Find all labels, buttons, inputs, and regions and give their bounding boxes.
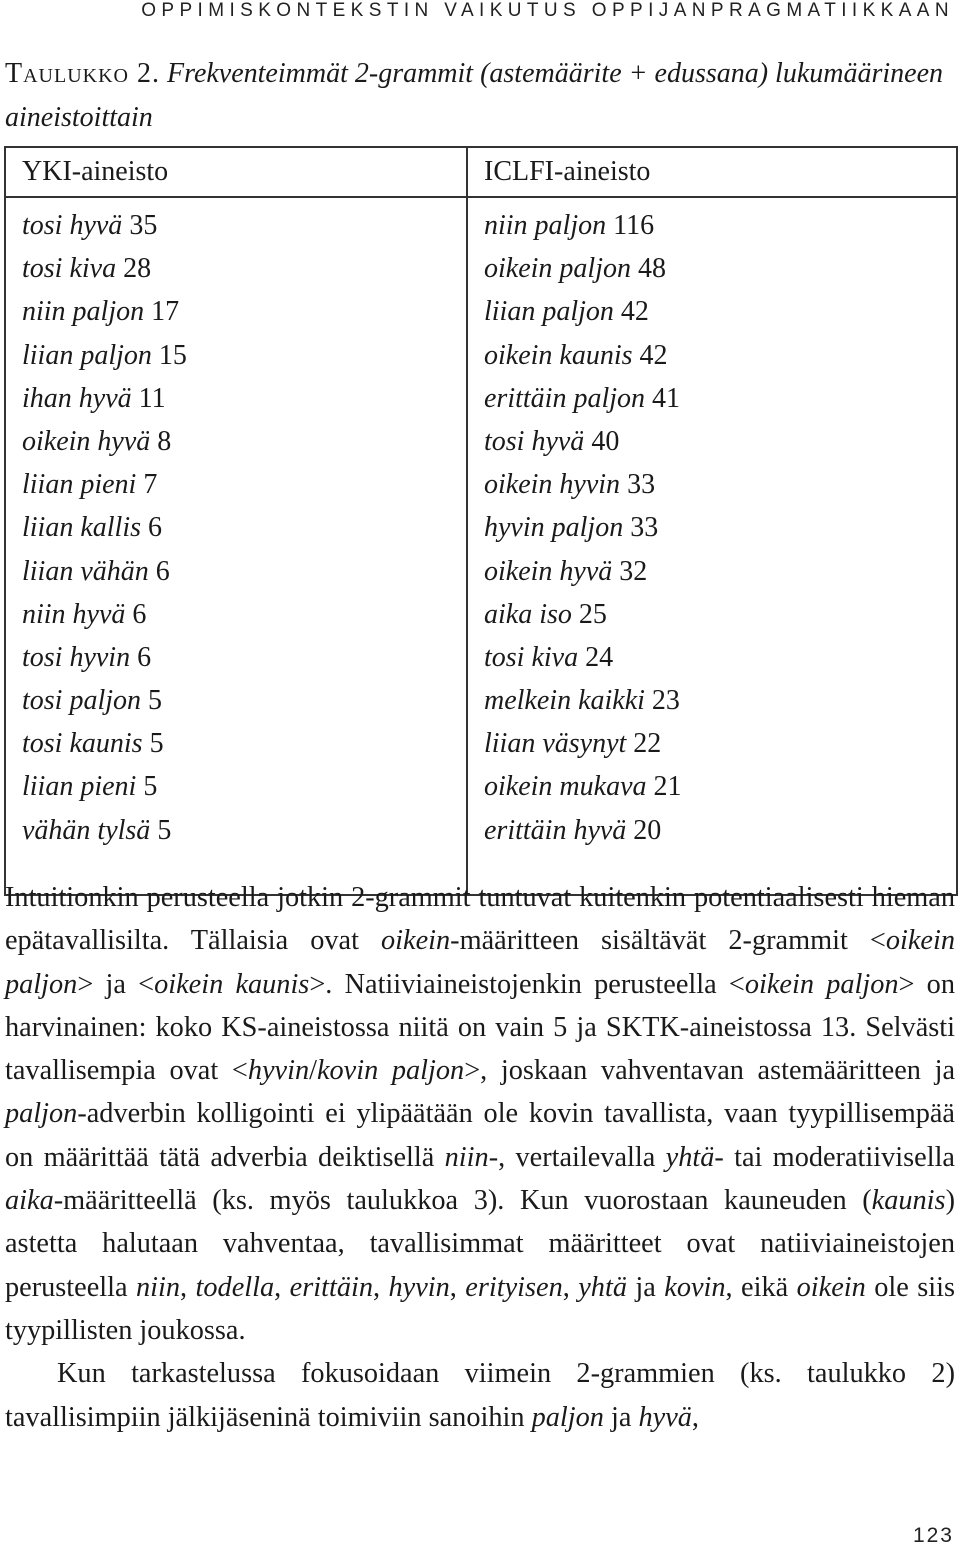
iclfi-phrase: tosi hyvä <box>484 425 585 457</box>
italic-term: niin <box>136 1271 181 1303</box>
yki-count: 6 <box>141 512 162 544</box>
yki-phrase: niin paljon <box>22 296 145 328</box>
iclfi-count: 42 <box>613 296 649 328</box>
yki-count: 6 <box>148 555 170 587</box>
text-run: > on harvinainen: koko KS-aineistossa niitä on vain 5 ja SKTK-aineistossa 13. Selvästi tavallisempia ovat < <box>5 968 955 1087</box>
yki-phrase: niin hyvä <box>22 598 126 630</box>
iclfi-phrase: liian paljon <box>484 296 614 328</box>
iclfi-count: 20 <box>626 814 662 846</box>
yki-phrase: oikein hyvä <box>22 425 151 457</box>
yki-entry <box>6 204 466 247</box>
text-run: / <box>309 1055 317 1087</box>
italic-term: erityisen <box>465 1271 563 1303</box>
iclfi-count: 41 <box>645 382 680 414</box>
iclfi-phrase: aika iso <box>484 598 572 630</box>
yki-count: 7 <box>136 469 158 501</box>
text-run: ) astetta halutaan vahventaa, tavallisimmat määritteet ovat natiiviaineistojen perusteella <box>5 1185 955 1303</box>
iclfi-count: 32 <box>612 555 648 587</box>
text-run: ole siis tyypillisten joukossa. <box>5 1271 955 1346</box>
yki-entry <box>6 334 466 377</box>
iclfi-entry <box>468 377 956 420</box>
text-run: , <box>180 1271 196 1303</box>
italic-term: hyvin <box>247 1055 310 1087</box>
yki-count: 35 <box>122 210 158 241</box>
text-run: , <box>691 1401 699 1433</box>
text-run: Intuitionkin perusteella jotkin 2-grammit tuntuvat kuitenkin potentiaalisesti hieman epätavallisilta. Tällaisia ovat <box>5 882 955 957</box>
italic-term: paljon <box>5 1098 78 1130</box>
iclfi-count: 23 <box>644 685 680 717</box>
text-run: , <box>372 1271 389 1303</box>
iclfi-entry <box>468 247 956 290</box>
iclfi-count: 21 <box>646 771 682 803</box>
yki-entry <box>6 593 466 636</box>
yki-entry <box>6 506 466 549</box>
iclfi-phrase: oikein hyvä <box>484 555 613 587</box>
iclfi-phrase: liian väsynyt <box>484 728 627 760</box>
italic-term: kaunis <box>871 1185 946 1217</box>
yki-count: 5 <box>136 771 158 803</box>
iclfi-entry <box>468 593 956 636</box>
ngram-table <box>4 146 958 896</box>
yki-phrase: liian vähän <box>22 555 149 587</box>
yki-count: 28 <box>116 253 152 285</box>
yki-column <box>5 197 467 895</box>
iclfi-entry <box>468 550 956 593</box>
text-run: , <box>562 1271 579 1303</box>
yki-count: 5 <box>141 685 163 717</box>
column-header-iclfi-label: ICLFI-aineisto <box>484 156 651 187</box>
iclfi-phrase: tosi kiva <box>484 641 579 673</box>
italic-term: kovin paljon <box>316 1055 465 1087</box>
text-run: ja <box>603 1401 639 1433</box>
yki-entry <box>6 679 466 722</box>
column-header-iclfi <box>467 147 957 197</box>
iclfi-phrase: niin paljon <box>484 210 607 241</box>
iclfi-phrase: oikein paljon <box>484 253 631 285</box>
iclfi-phrase: erittäin hyvä <box>484 814 627 846</box>
yki-phrase: ihan hyvä <box>22 382 132 414</box>
italic-term: hyvin <box>388 1271 450 1303</box>
yki-entry <box>6 463 466 506</box>
italic-term: paljon <box>531 1401 604 1433</box>
yki-entry <box>6 765 466 808</box>
text-run: , eikä <box>725 1271 797 1303</box>
italic-term: oikein <box>796 1271 866 1303</box>
text-run: > ja < <box>77 968 155 1000</box>
paragraph <box>5 876 955 1352</box>
iclfi-entry <box>468 204 956 247</box>
italic-term: hyvä <box>638 1401 692 1433</box>
iclfi-entry <box>468 722 956 765</box>
yki-phrase: tosi paljon <box>22 685 142 717</box>
yki-count: 15 <box>151 339 187 371</box>
iclfi-entry <box>468 636 956 679</box>
yki-count: 5 <box>142 728 164 760</box>
yki-entry <box>6 809 466 852</box>
iclfi-entry <box>468 463 956 506</box>
body-text <box>5 876 955 1439</box>
italic-term: kovin <box>664 1271 726 1303</box>
iclfi-entry <box>468 506 956 549</box>
italic-term: oikein kaunis <box>154 968 310 1000</box>
yki-phrase: vähän tylsä <box>22 814 151 846</box>
iclfi-phrase: erittäin paljon <box>484 382 645 414</box>
column-header-yki-label: YKI-aineisto <box>22 156 169 187</box>
text-run: -adverbin kolligointi ei ylipäätään ole kovin tavallista, vaan tyypillisempää on määrittää tätä adverbia deiktisellä <box>5 1098 955 1173</box>
yki-phrase: liian pieni <box>22 469 137 501</box>
yki-count: 5 <box>150 814 172 846</box>
italic-term: oikein <box>381 925 451 957</box>
italic-term: aika <box>5 1185 54 1217</box>
yki-count: 11 <box>131 382 166 414</box>
italic-term: todella <box>195 1271 275 1303</box>
text-run: , <box>449 1271 466 1303</box>
iclfi-phrase: hyvin paljon <box>484 512 624 544</box>
text-run: -määritteen sisältävät 2-grammit < <box>450 925 886 957</box>
yki-entry <box>6 722 466 765</box>
iclfi-phrase: melkein kaikki <box>484 685 645 717</box>
iclfi-entry <box>468 679 956 722</box>
iclfi-entry <box>468 290 956 333</box>
yki-phrase: liian pieni <box>22 771 137 803</box>
table-caption <box>5 52 945 140</box>
yki-entry <box>6 377 466 420</box>
italic-term: yhtä <box>665 1141 715 1173</box>
yki-count: 17 <box>144 296 180 328</box>
yki-phrase: tosi kaunis <box>22 728 143 760</box>
page-number: 123 <box>912 1524 954 1547</box>
yki-entry <box>6 247 466 290</box>
yki-entry <box>6 550 466 593</box>
yki-phrase: tosi kiva <box>22 253 117 285</box>
table-body-row <box>5 197 957 895</box>
iclfi-count: 33 <box>620 469 656 501</box>
italic-term: oikein paljon <box>744 968 899 1000</box>
italic-term: oikein paljon <box>5 925 955 1000</box>
iclfi-phrase: oikein hyvin <box>484 469 621 501</box>
yki-count: 6 <box>130 641 152 673</box>
iclfi-count: 25 <box>571 598 607 630</box>
yki-phrase: tosi hyvin <box>22 641 131 673</box>
text-run: ja <box>626 1271 665 1303</box>
iclfi-count: 42 <box>632 339 668 371</box>
text-run: >. Natiiviaineistojenkin perusteella < <box>309 968 745 1000</box>
yki-entry <box>6 636 466 679</box>
caption-label: Taulukko 2. <box>5 58 160 89</box>
text-run: -määritteellä (ks. myös taulukkoa 3). Kun vuorostaan kauneuden ( <box>53 1185 872 1217</box>
paragraph <box>5 1352 955 1439</box>
text-run: -, vertailevalla <box>488 1141 666 1173</box>
iclfi-entry <box>468 334 956 377</box>
iclfi-list <box>468 198 956 852</box>
text-run: Kun tarkastelussa fokusoidaan viimein 2-grammien (ks. taulukko 2) tavallisimpiin jälkijäseninä toimiviin sanoihin <box>5 1358 955 1433</box>
text-run: , <box>274 1271 290 1303</box>
iclfi-column <box>467 197 957 895</box>
iclfi-count: 40 <box>584 425 620 457</box>
yki-list <box>6 198 466 852</box>
yki-count: 6 <box>125 598 147 630</box>
table-header-row <box>5 147 957 197</box>
iclfi-phrase: oikein kaunis <box>484 339 633 371</box>
yki-phrase: liian paljon <box>22 339 152 371</box>
yki-phrase: liian kallis <box>22 512 141 544</box>
yki-count: 8 <box>150 425 172 457</box>
italic-term: yhtä <box>578 1271 627 1303</box>
iclfi-count: 24 <box>578 641 614 673</box>
iclfi-count: 22 <box>626 728 662 760</box>
iclfi-count: 116 <box>606 210 655 241</box>
italic-term: erittäin <box>289 1271 373 1303</box>
running-head: OPPIMISKONTEKSTIN VAIKUTUS OPPIJANPRAGMATIIKKAAN <box>141 0 954 21</box>
iclfi-entry <box>468 420 956 463</box>
iclfi-count: 33 <box>623 512 659 544</box>
iclfi-phrase: oikein mukava <box>484 771 647 803</box>
caption-text: Frekventeimmät 2-grammit (astemäärite + edussana) lukumäärineen aineistoittain <box>5 58 944 133</box>
yki-entry <box>6 420 466 463</box>
column-header-yki <box>5 147 467 197</box>
text-run: >, joskaan vahventavan astemääritteen ja <box>464 1055 956 1087</box>
text-run: - tai moderatiivisella <box>714 1141 955 1173</box>
italic-term: niin <box>444 1141 489 1173</box>
iclfi-count: 48 <box>630 253 666 285</box>
iclfi-entry <box>468 765 956 808</box>
iclfi-entry <box>468 809 956 852</box>
yki-phrase: tosi hyvä <box>22 210 123 241</box>
yki-entry <box>6 290 466 333</box>
